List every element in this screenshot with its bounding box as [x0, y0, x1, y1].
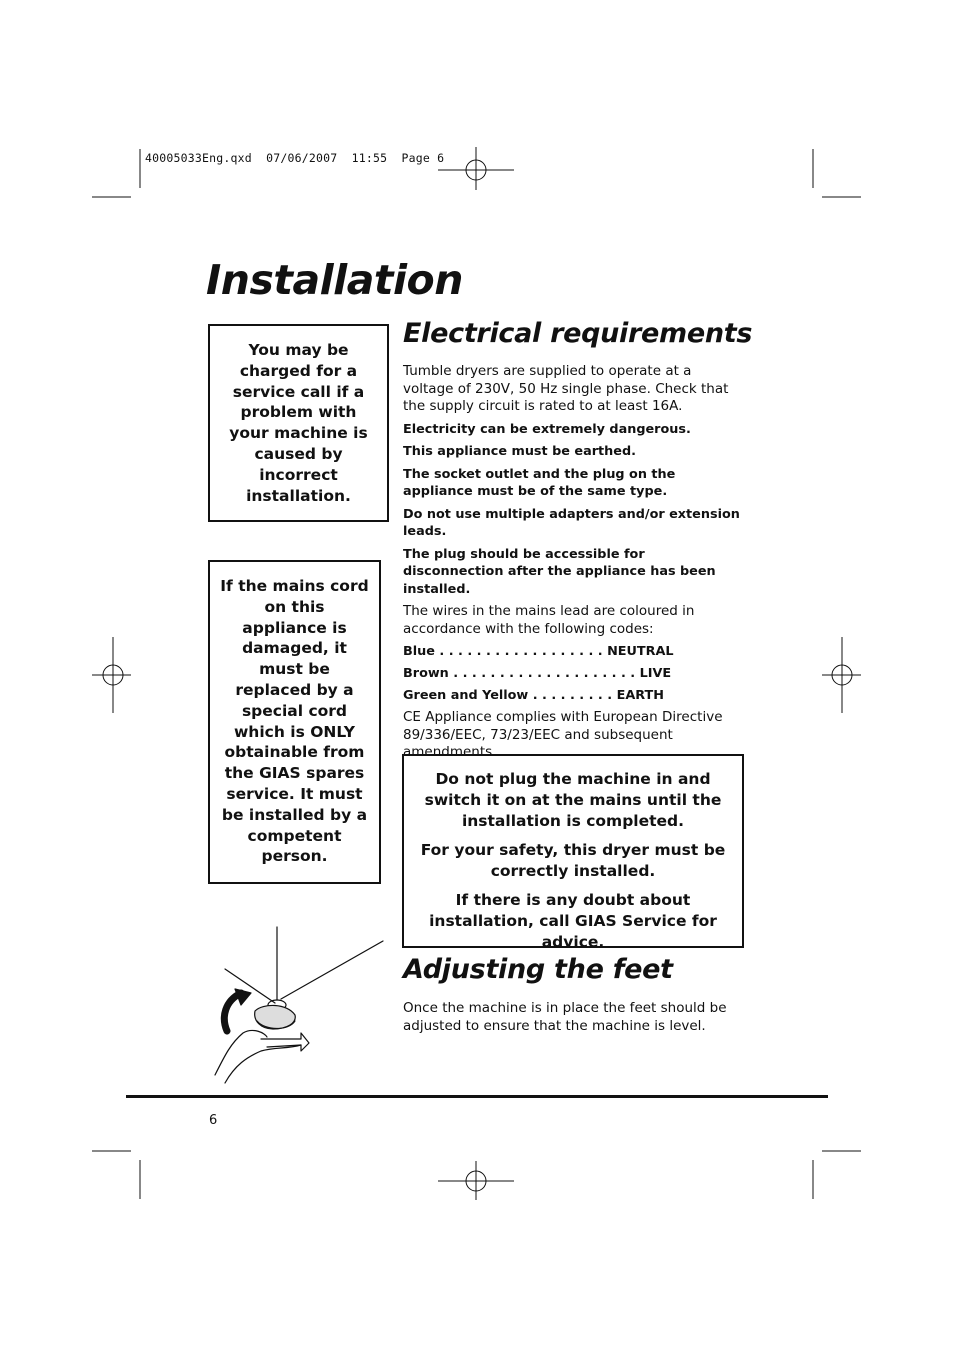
wires-intro: The wires in the mains lead are coloured in accordance with the following codes:	[403, 603, 695, 637]
rule-item: Electricity can be extremely dangerous.	[403, 421, 691, 437]
mains-cord-warning-text: If the mains cord on this appliance is damaged, it must be replaced by a special cord which is ONLY obtainable from the GIAS spares service. It must be installed by a competent person.	[220, 577, 369, 866]
wire-colour: Brown	[403, 666, 449, 681]
wire-colour: Blue	[403, 644, 435, 659]
page-number: 6	[209, 1113, 218, 1128]
charge-warning-text: You may be charged for a service call if a problem with your machine is caused by incorrect installation.	[229, 341, 368, 505]
feet-title: Adjusting the feet	[403, 954, 673, 985]
wire-code-row	[403, 665, 741, 683]
electrical-intro: Tumble dryers are supplied to operate at a voltage of 230V, 50 Hz single phase. Check that the supply circuit is rated to at least 16A.	[403, 363, 729, 414]
charge-warning-box	[208, 324, 389, 522]
file-slug: 40005033Eng.qxd 07/06/2007 11:55 Page 6	[145, 151, 445, 165]
notice-line: For your safety, this dryer must be correctly installed.	[420, 841, 726, 880]
electrical-title: Electrical requirements	[403, 318, 753, 349]
rule-item: The socket outlet and the plug on the appliance must be of the same type.	[403, 466, 676, 499]
rule-item: This appliance must be earthed.	[403, 444, 636, 459]
wire-code-row	[403, 687, 741, 705]
page-title: Installation	[206, 256, 463, 304]
electrical-body	[403, 363, 741, 767]
ce-note: CE Appliance complies with European Directive 89/336/EEC, 73/23/EEC and subsequent amendments.	[403, 709, 723, 760]
wire-role: NEUTRAL	[607, 644, 674, 659]
rule-item: Do not use multiple adapters and/or extension leads.	[403, 506, 740, 539]
leader-dots: . . . . . . . . .	[528, 688, 617, 703]
wire-role: EARTH	[616, 688, 664, 703]
leader-dots: . . . . . . . . . . . . . . . . . .	[434, 644, 608, 659]
wire-role: LIVE	[639, 666, 672, 681]
rule-item: The plug should be accessible for disconnection after the appliance has been installed.	[403, 546, 716, 597]
mains-cord-warning-box	[208, 560, 381, 884]
leader-dots: . . . . . . . . . . . . . . . . . . . .	[448, 666, 640, 681]
feet-text: Once the machine is in place the feet should be adjusted to ensure that the machine is level.	[403, 1000, 727, 1034]
wire-colour: Green and Yellow	[403, 688, 529, 703]
wire-code-row	[403, 643, 741, 661]
notice-line: Do not plug the machine in and switch it on at the mains until the installation is completed.	[424, 770, 722, 830]
feet-body	[403, 1000, 741, 1040]
footer-rule	[126, 1095, 828, 1098]
adjust-foot-illustration	[205, 925, 385, 1085]
notice-line: If there is any doubt about installation, call GIAS Service for advice.	[429, 891, 717, 951]
installation-notice-box	[402, 754, 744, 951]
